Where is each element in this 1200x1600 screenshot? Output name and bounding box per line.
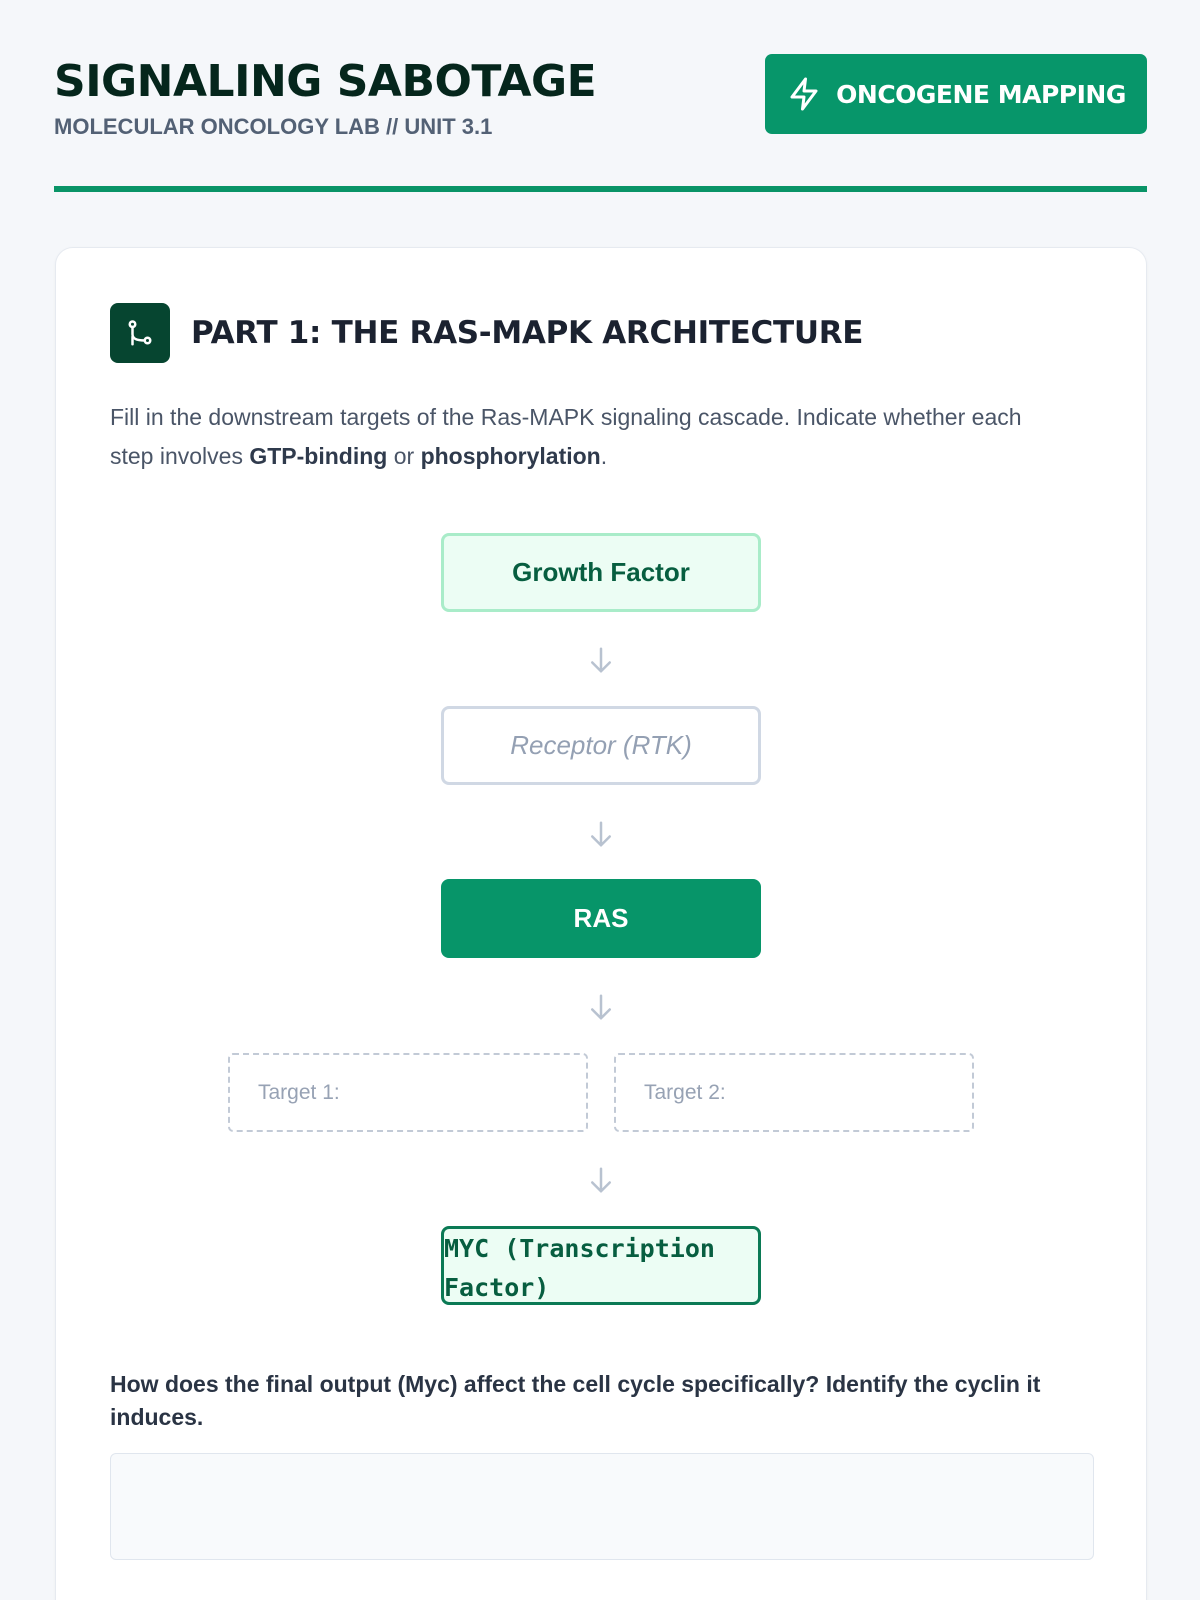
part1-heading (110, 303, 863, 363)
part1-instructions (110, 398, 1070, 476)
part1-card (55, 247, 1147, 1600)
arrow-down-icon (586, 645, 616, 675)
oncogene-mapping-button[interactable] (765, 54, 1147, 134)
arrow-down-icon (586, 819, 616, 849)
term-phosphorylation: phosphorylation (420, 443, 601, 469)
instructions-text: Fill in the downstream targets of the Ras-MAPK signaling cascade. Indicate whether each step involves (110, 404, 1022, 469)
arrow-down-icon (586, 992, 616, 1022)
myc-node: MYC (Transcription Factor) (441, 1226, 761, 1305)
cell-cycle-question: How does the final output (Myc) affect the cell cycle specifically? Identify the cyclin it induces. (110, 1371, 1041, 1430)
page-title: SIGNALING SABOTAGE (54, 56, 597, 107)
instructions-period: . (600, 443, 608, 469)
page-header (54, 54, 1147, 194)
answer-textarea[interactable] (110, 1453, 1094, 1560)
page-subtitle: MOLECULAR ONCOLOGY LAB // UNIT 3.1 (54, 114, 493, 139)
oncogene-mapping-label: ONCOGENE MAPPING (836, 79, 1126, 109)
instructions-or: or (387, 443, 421, 469)
git-branch-icon (110, 303, 170, 363)
growth-factor-node: Growth Factor (441, 533, 761, 612)
target-2-box (614, 1053, 974, 1132)
target-1-box (228, 1053, 588, 1132)
lightning-icon (786, 75, 822, 113)
term-gtp-binding: GTP-binding (249, 443, 388, 469)
arrow-down-icon (586, 1165, 616, 1195)
receptor-node (441, 706, 761, 785)
part1-title: PART 1: THE RAS-MAPK ARCHITECTURE (191, 315, 864, 351)
target-1-input[interactable] (230, 1055, 586, 1130)
ras-node: RAS (441, 879, 761, 958)
header-divider (54, 186, 1147, 192)
receptor-input[interactable] (444, 709, 758, 782)
target-2-input[interactable] (616, 1055, 972, 1130)
